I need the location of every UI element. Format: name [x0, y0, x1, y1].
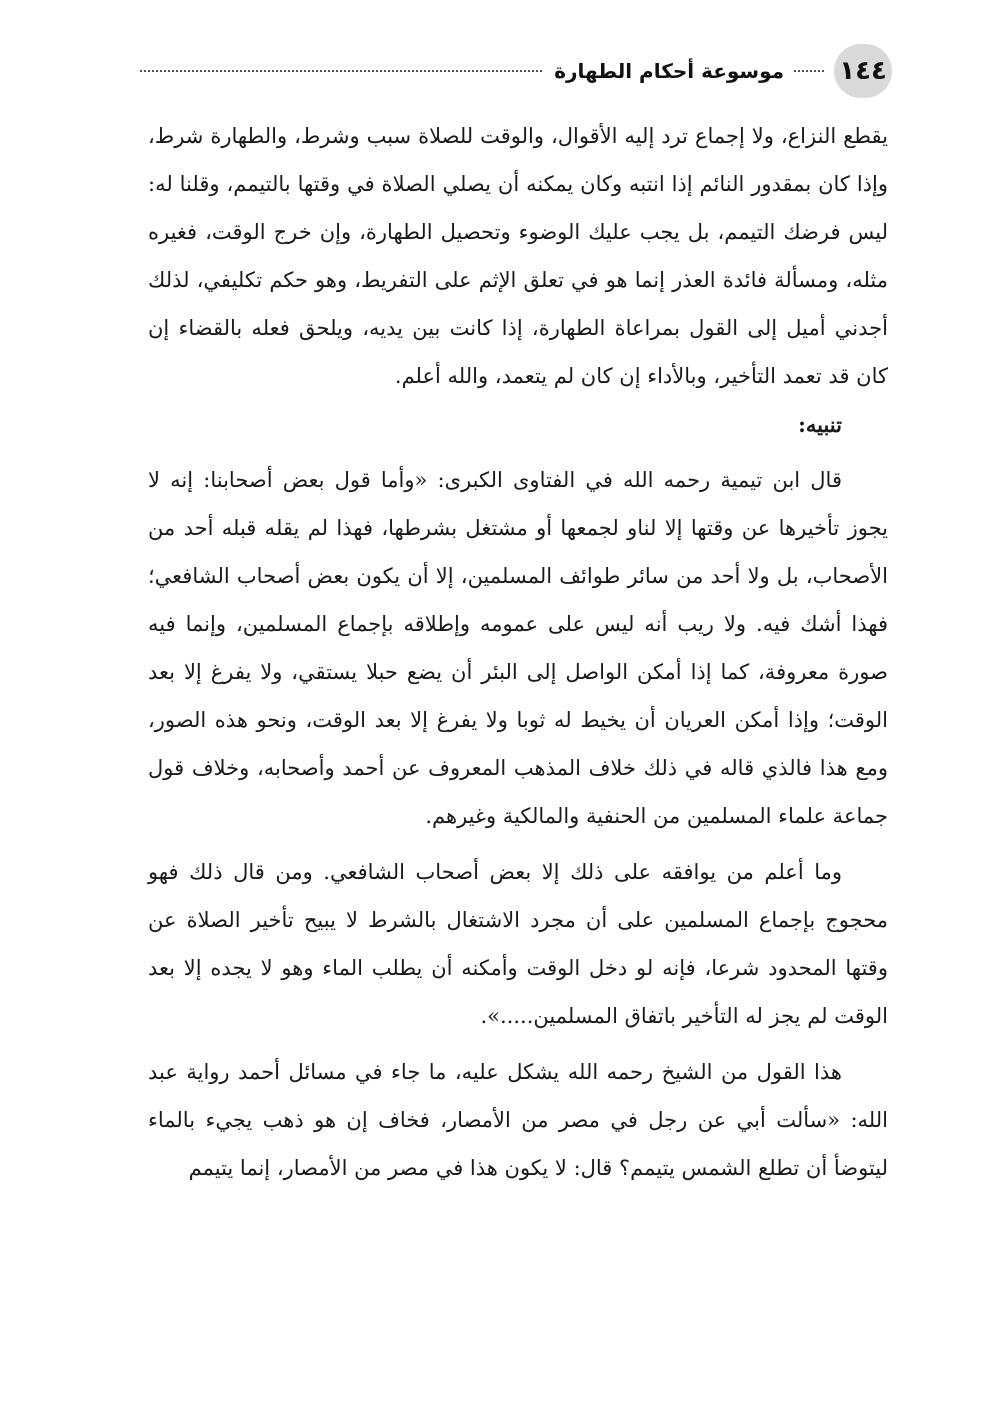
- body-paragraph-2: قال ابن تيمية رحمه الله في الفتاوى الكبرى: «وأما قول بعض أصحابنا: إنه لا يجوز تأخيرها عن وقتها إلا لناو لجمعها أو مشتغل بشرطها، فهذا لم يقله قبله أحد من الأصحاب، بل ولا أحد من سائر طوائف المسلمين، إلا أن يكون بعض أصحاب الشافعي؛ فهذا أشك فيه. ولا ريب أنه ليس على عمومه وإطلاقه بإجماع المسلمين، وإنما فيه صورة معروفة، كما إذا أمكن الواصل إلى البئر أن يضع حبلا يستقي، ولا يفرغ إلا بعد الوقت؛ وإذا أمكن العريان أن يخيط له ثوبا ولا يفرغ إلا بعد الوقت، ونحو هذه الصور، ومع هذا فالذي قاله في ذلك خلاف المذهب المعروف عن أحمد وأصحابه، وخلاف قول جماعة علماء المسلمين من الحنفية والمالكية وغيرهم.: [148, 468, 888, 828]
- body-paragraph-3: وما أعلم من يوافقه على ذلك إلا بعض أصحاب الشافعي. ومن قال ذلك فهو محجوج بإجماع المسلمين على أن مجرد الاشتغال بالشرط لا يبيح تأخير الصلاة عن وقتها المحدود شرعا، فإنه لو دخل الوقت وأمكنه أن يطلب الماء وهو لا يجده إلا بعد الوقت لم يجز له التأخير باتفاق المسلمين.....».: [148, 860, 888, 1028]
- section-heading: تنبيه:: [798, 412, 842, 437]
- header-dotted-rule-long: [140, 70, 542, 72]
- page-number-badge: ١٤٤: [834, 44, 892, 98]
- body-paragraph-4: هذا القول من الشيخ رحمه الله يشكل عليه، ما جاء في مسائل أحمد رواية عبد الله: «سألت أبي عن رجل في مصر من الأمصار، فخاف إن هو ذهب يجيء بالماء ليتوضأ أن تطلع الشمس يتيمم؟ قال: لا يكون هذا في مصر من الأمصار، إنما يتيمم: [148, 1060, 888, 1180]
- running-title: موسوعة أحكام الطهارة: [554, 59, 784, 83]
- header-dotted-rule-short: [794, 70, 824, 72]
- body-paragraph-1: يقطع النزاع، ولا إجماع ترد إليه الأقوال، والوقت للصلاة سبب وشرط، والطهارة شرط، وإذا كان بمقدور النائم إذا انتبه وكان يمكنه أن يصلي الصلاة في وقتها بالتيمم، وقلنا له: ليس فرضك التيمم، بل يجب عليك الوضوء وتحصيل الطهارة، وإن خرج الوقت، فغيره مثله، ومسألة فائدة العذر إنما هو في تعلق الإثم على التفريط، وهو حكم تكليفي، لذلك أجدني أميل إلى القول بمراعاة الطهارة، إذا كانت بين يديه، ويلحق فعله بالقضاء إن كان قد تعمد التأخير، وبالأداء إن كان لم يتعمد، والله أعلم.: [148, 124, 888, 388]
- page-body: [148, 112, 888, 1192]
- page-header: [140, 44, 892, 98]
